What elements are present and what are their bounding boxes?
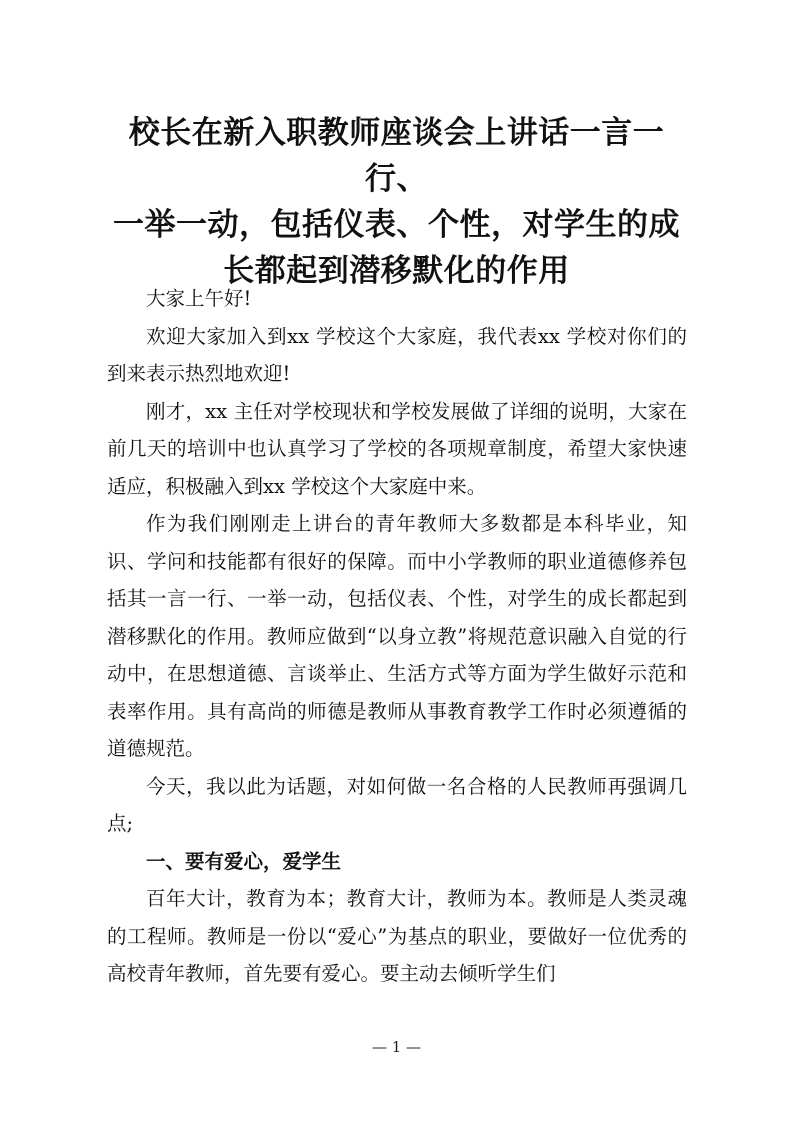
paragraph-welcome: 欢迎大家加入到xx 学校这个大家庭，我代表xx 学校对你们的到来表示热烈地欢迎!	[107, 324, 687, 385]
paragraph-topic: 今天，我以此为话题，对如何做一名合格的人民教师再强调几点;	[107, 774, 687, 835]
paragraph-introduction: 刚才，xx 主任对学校现状和学校发展做了详细的说明，大家在前几天的培训中也认真学习了学校的各项规章制度，希望大家快速适应，积极融入到xx 学校这个大家庭中来。	[107, 399, 687, 498]
title-line-3: 长都起到潜移默化的作用	[223, 253, 570, 289]
document-body	[107, 280, 687, 993]
title-line-1: 校长在新入职教师座谈会上讲话一言一行、	[128, 115, 665, 197]
page-number: — 1 —	[371, 1038, 422, 1056]
paragraph-teacher-ethics: 作为我们刚刚走上讲台的青年教师大多数都是本科毕业，知识、学问和技能都有很好的保障。而中小学教师的职业道德修养包括其一言一行、一举一动，包括仪表、个性，对学生的成长都起到潜移默化的作用。教师应做到“以身立教”将规范意识融入自觉的行动中，在思想道德、言谈举止、生活方式等方面为学生做好示范和表率作用。具有高尚的师德是教师从事教育教学工作时必须遵循的道德规范。	[107, 512, 687, 760]
section-heading: 一、要有爱心，爱学生	[146, 849, 342, 873]
paragraph-greeting: 大家上午好!	[146, 287, 252, 310]
title-line-2: 一举一动，包括仪表、个性，对学生的成	[113, 207, 680, 243]
section-paragraph: 百年大计，教育为本；教育大计，教师为本。教师是人类灵魂的工程师。教师是一份以“爱心”为基点的职业，要做好一位优秀的高校青年教师，首先要有爱心。要主动去倾听学生们	[107, 887, 687, 985]
document-title	[100, 110, 693, 294]
